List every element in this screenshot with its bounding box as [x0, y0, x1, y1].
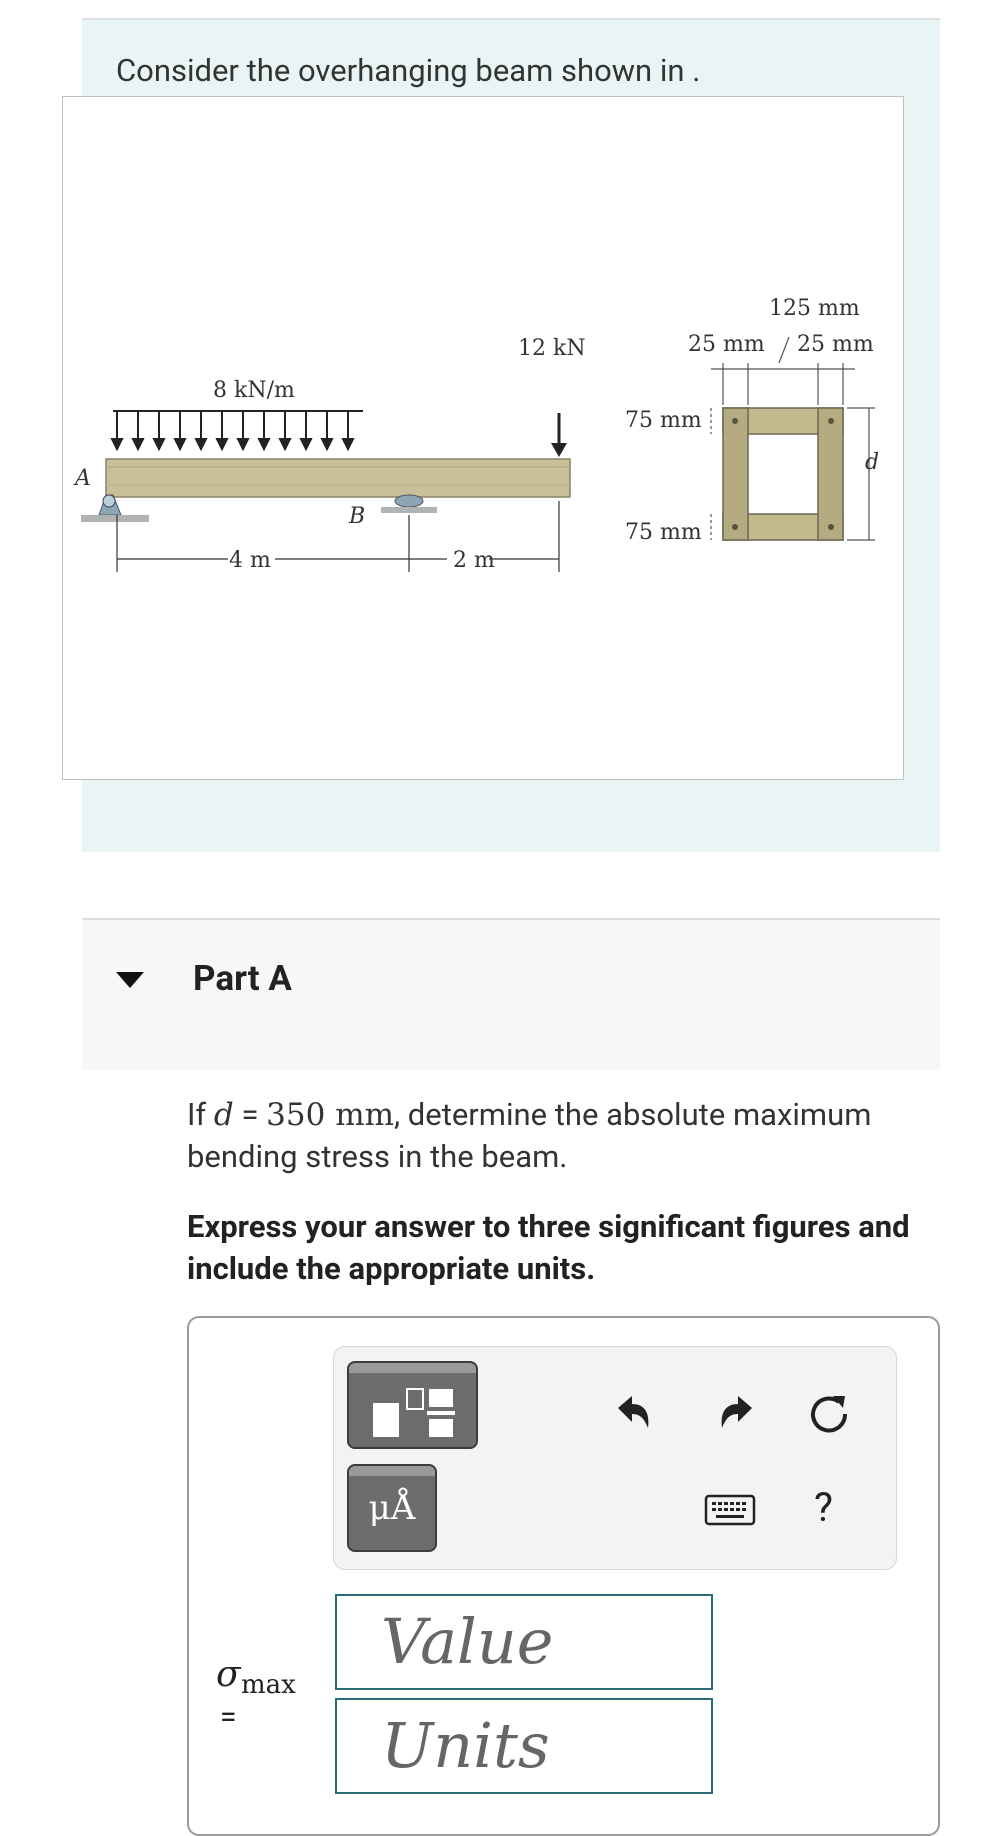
cross-section: [723, 408, 843, 540]
help-button[interactable]: ?: [814, 1484, 833, 1531]
templates-button[interactable]: [347, 1361, 478, 1449]
reset-button[interactable]: [801, 1386, 857, 1442]
section-bottom-plate-label: 75 mm: [625, 520, 702, 545]
answer-symbol: σ: [216, 1654, 241, 1695]
collapse-caret-icon[interactable]: [116, 972, 144, 988]
beam: [106, 459, 570, 497]
redo-icon: [710, 1386, 766, 1442]
redo-button[interactable]: [710, 1386, 766, 1442]
value-input[interactable]: Value: [335, 1594, 713, 1690]
units-input[interactable]: Units: [335, 1698, 713, 1794]
intro-text: Consider the overhanging beam shown in .: [116, 52, 701, 89]
point-load-label: 12 kN: [518, 336, 586, 361]
templates-icon: [349, 1363, 480, 1451]
span-1-label: 4 m: [229, 548, 271, 573]
undo-icon: [604, 1386, 660, 1442]
beam-figure: [62, 96, 904, 780]
instruction-text: Express your answer to three significant figures and include the appropriate units.: [187, 1208, 910, 1287]
answer-subscript: max: [241, 1670, 296, 1700]
support-b-label: B: [349, 504, 366, 529]
part-title: Part A: [193, 958, 292, 999]
keyboard-icon: [704, 1490, 756, 1530]
section-width-label: 125 mm: [769, 296, 860, 321]
undo-button[interactable]: [604, 1386, 660, 1442]
distributed-load-label: 8 kN/m: [213, 378, 295, 403]
section-right-flange-label: 25 mm: [797, 332, 874, 357]
units-button[interactable]: [347, 1464, 437, 1552]
section-top-plate-label: 75 mm: [625, 408, 702, 433]
support-a: [81, 495, 149, 522]
units-button-label: μÅ: [368, 1488, 416, 1528]
beam-diagram: [63, 97, 905, 781]
variable-d: d: [213, 1097, 234, 1133]
span-2-label: 2 m: [453, 548, 495, 573]
support-a-label: A: [75, 466, 91, 491]
answer-equals: =: [220, 1700, 237, 1735]
section-left-flange-label: 25 mm: [688, 332, 765, 357]
question-text: If d = 350 mm, determine the absolute maximum bending stress in the beam.: [187, 1096, 872, 1175]
section-depth-label: d: [865, 450, 880, 475]
given-value: 350 mm: [266, 1097, 394, 1133]
distributed-load-arrows: [112, 411, 363, 449]
keyboard-button[interactable]: [704, 1490, 756, 1530]
reset-icon: [801, 1386, 857, 1442]
